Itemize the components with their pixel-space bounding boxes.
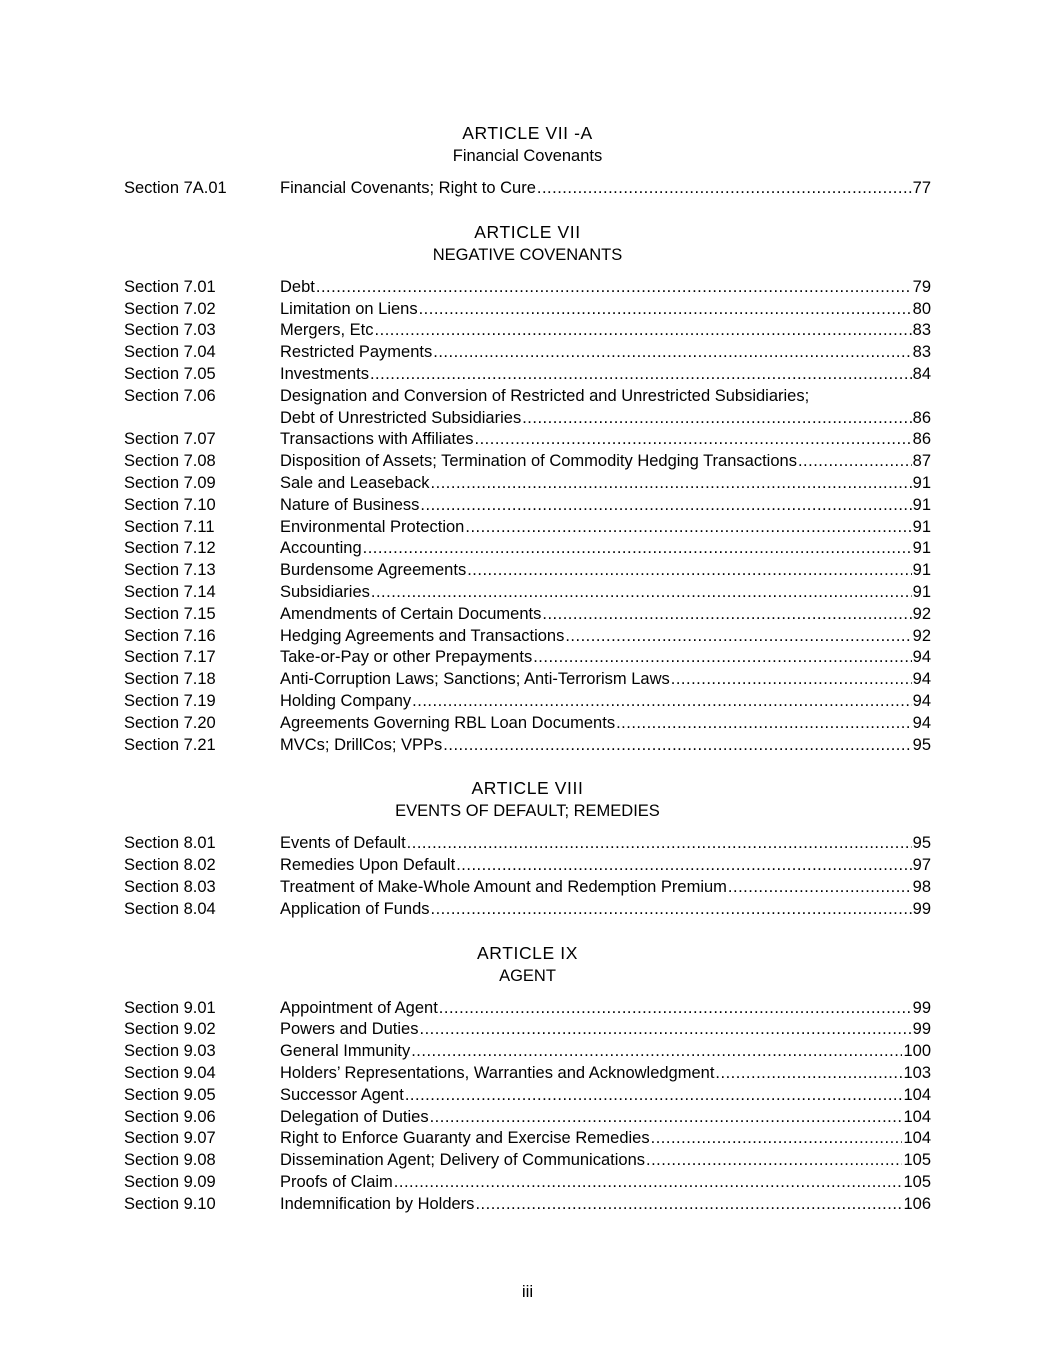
section-line: [280, 538, 931, 560]
page-reference: 86: [912, 408, 931, 427]
toc-entry[interactable]: [0, 1107, 1055, 1129]
article-title: ARTICLE IX: [477, 942, 578, 963]
article-heading: [0, 221, 1055, 267]
section-body: [280, 517, 931, 539]
dot-leader: [420, 1019, 912, 1041]
section-title: MVCs; DrillCos; VPPs: [280, 735, 443, 754]
dot-leader: [433, 342, 911, 364]
section-line: [280, 735, 931, 757]
section-body: [280, 647, 931, 669]
section-title: General Immunity: [280, 1042, 411, 1061]
section-title: Powers and Duties: [280, 1020, 419, 1039]
toc-entry[interactable]: [0, 364, 1055, 386]
section-title: Environmental Protection: [280, 517, 465, 536]
page-reference: 94: [912, 670, 931, 689]
page-reference: 105: [903, 1172, 931, 1191]
section-number: Section 7.10: [124, 495, 216, 514]
dot-leader: [522, 408, 911, 430]
section-line: [280, 1019, 931, 1041]
page-reference: 95: [912, 834, 931, 853]
section-body: [280, 1107, 931, 1129]
page-reference: 79: [912, 277, 931, 296]
article-subtitle: Financial Covenants: [452, 147, 603, 165]
section-number: Section 7.01: [124, 277, 216, 296]
page-reference: 94: [912, 713, 931, 732]
section-line: [280, 560, 931, 582]
toc-entry[interactable]: [0, 691, 1055, 713]
section-title: Debt of Unrestricted Subsidiaries: [280, 408, 522, 427]
section-body: [280, 1085, 931, 1107]
page-reference: 86: [912, 430, 931, 449]
section-body: [280, 899, 931, 921]
section-title: Agreements Governing RBL Loan Documents: [280, 713, 616, 732]
dot-leader: [616, 713, 912, 735]
toc-entry[interactable]: [0, 299, 1055, 321]
section-body: [280, 1063, 931, 1085]
page-reference: 83: [912, 343, 931, 362]
dot-leader: [431, 899, 912, 921]
section-number: Section 7.07: [124, 430, 216, 449]
section-body: [280, 1172, 931, 1194]
toc-entry[interactable]: [0, 1194, 1055, 1216]
toc-entry[interactable]: [0, 320, 1055, 342]
page-reference: 91: [912, 582, 931, 601]
section-line: [280, 855, 931, 877]
section-number: Section 7.13: [124, 561, 216, 580]
toc-entry[interactable]: [0, 1085, 1055, 1107]
section-number: Section 7A.01: [124, 179, 227, 197]
dot-leader: [646, 1150, 902, 1172]
section-title: Subsidiaries: [280, 582, 370, 601]
article-subtitle: EVENTS OF DEFAULT; REMEDIES: [395, 802, 660, 821]
section-line: [280, 713, 931, 735]
dot-leader: [565, 626, 911, 648]
section-number: Section 7.06: [124, 386, 216, 405]
section-number: Section 7.09: [124, 473, 216, 492]
section-line: [280, 1172, 931, 1194]
section-line: [280, 1194, 931, 1216]
article-title: ARTICLE VII -A: [462, 123, 593, 143]
dot-leader: [443, 735, 911, 757]
toc-entry[interactable]: [0, 538, 1055, 560]
section-title: Nature of Business: [280, 495, 420, 514]
section-line: [280, 626, 931, 648]
section-title: Disposition of Assets; Termination of Commodity Hedging Transactions: [280, 452, 797, 471]
toc-entry[interactable]: [0, 998, 1055, 1020]
section-body: [280, 473, 931, 495]
section-title: Successor Agent: [280, 1085, 404, 1104]
section-body: [280, 451, 931, 473]
dot-leader: [439, 998, 912, 1020]
section-body: [280, 429, 931, 451]
dot-leader: [405, 1085, 903, 1107]
dot-leader: [363, 538, 912, 560]
page-reference: 104: [903, 1107, 931, 1126]
section-title: Dissemination Agent; Delivery of Communications: [280, 1151, 645, 1170]
toc-entry[interactable]: [0, 451, 1055, 473]
section-line: [280, 604, 931, 626]
dot-leader: [407, 833, 912, 855]
section-body: [280, 342, 931, 364]
article-title: ARTICLE VIII: [471, 778, 584, 799]
section-body: [280, 495, 931, 517]
section-number: Section 9.10: [124, 1194, 216, 1213]
article-block: [0, 122, 1055, 200]
section-title: Limitation on Liens: [280, 299, 418, 318]
section-title: Accounting: [280, 539, 362, 558]
toc-entry[interactable]: [0, 833, 1055, 855]
section-body: [280, 604, 931, 626]
section-number: Section 9.06: [124, 1107, 216, 1126]
toc-entry[interactable]: [0, 899, 1055, 921]
dot-leader: [316, 277, 912, 299]
toc-entry[interactable]: [0, 277, 1055, 299]
toc-entry[interactable]: [0, 1128, 1055, 1150]
section-body: [280, 1194, 931, 1216]
section-number: Section 7.08: [124, 452, 216, 471]
section-number: Section 7.11: [124, 517, 215, 536]
toc-entry[interactable]: [0, 855, 1055, 877]
dot-leader: [371, 582, 912, 604]
section-body: [280, 713, 931, 735]
page-reference: 80: [912, 299, 931, 318]
section-title: Holders’ Representations, Warranties and Acknowledgment: [280, 1063, 715, 1082]
section-body: [280, 998, 931, 1020]
section-body: [280, 669, 931, 691]
section-line: [280, 408, 931, 430]
toc-entry[interactable]: [0, 669, 1055, 691]
dot-leader: [475, 429, 912, 451]
section-line: [280, 473, 931, 495]
dot-leader: [430, 1107, 903, 1129]
section-body: [280, 877, 931, 899]
section-title: Proofs of Claim: [280, 1172, 393, 1191]
article-heading: [0, 122, 1055, 168]
section-title: Sale and Leaseback: [280, 473, 430, 492]
section-line: [280, 1150, 931, 1172]
dot-leader: [715, 1063, 902, 1085]
section-line: [280, 647, 931, 669]
section-list: [0, 178, 1055, 200]
page-reference: 99: [912, 998, 931, 1017]
page-reference: 92: [912, 626, 931, 645]
section-number: Section 7.18: [124, 670, 216, 689]
page-reference: 106: [903, 1194, 931, 1213]
section-title: Burdensome Agreements: [280, 561, 467, 580]
dot-leader: [728, 877, 912, 899]
dot-leader: [651, 1128, 903, 1150]
page-reference: 91: [912, 561, 931, 580]
section-line: [280, 277, 931, 299]
section-line: [280, 364, 931, 386]
dot-leader: [671, 669, 912, 691]
section-line: [280, 833, 931, 855]
section-title-first-line: Designation and Conversion of Restricted and Unrestricted Subsidiaries;: [280, 386, 810, 405]
section-body: [280, 691, 931, 713]
section-title: Mergers, Etc: [280, 321, 374, 340]
page-reference: 84: [912, 364, 931, 383]
section-number: Section 7.17: [124, 648, 216, 667]
section-number: Section 8.02: [124, 856, 216, 875]
page-reference: 77: [912, 179, 931, 197]
page-reference: 91: [912, 495, 931, 514]
section-line: [280, 1041, 931, 1063]
toc-entry[interactable]: [0, 473, 1055, 495]
section-line: [280, 320, 931, 342]
page-reference: 91: [912, 539, 931, 558]
section-line: [280, 495, 931, 517]
article-heading: [0, 777, 1055, 823]
dot-leader: [394, 1172, 903, 1194]
section-body: [280, 1041, 931, 1063]
toc-entry[interactable]: [0, 386, 1055, 430]
section-body: [280, 855, 931, 877]
toc-entry[interactable]: [0, 342, 1055, 364]
dot-leader: [375, 320, 912, 342]
page-reference: 103: [903, 1063, 931, 1082]
page-reference: 95: [912, 735, 931, 754]
page-reference: 91: [912, 473, 931, 492]
article-subtitle: AGENT: [499, 966, 556, 985]
section-body: [280, 386, 931, 430]
table-of-contents: [0, 122, 1055, 1215]
section-body: [280, 1150, 931, 1172]
dot-leader: [537, 178, 912, 200]
section-line: [280, 429, 931, 451]
toc-entry[interactable]: [0, 647, 1055, 669]
section-line: [280, 342, 931, 364]
dot-leader: [542, 604, 911, 626]
page-reference: 104: [903, 1085, 931, 1104]
page-reference: 87: [912, 452, 931, 471]
section-line: [280, 1085, 931, 1107]
section-number: Section 7.19: [124, 691, 216, 710]
section-number: Section 8.04: [124, 899, 216, 918]
section-line: [280, 451, 931, 473]
section-title: Holding Company: [280, 691, 412, 710]
section-line: [280, 299, 931, 321]
dot-leader: [419, 299, 912, 321]
dot-leader: [420, 495, 911, 517]
toc-entry[interactable]: [0, 604, 1055, 626]
dot-leader: [798, 451, 912, 473]
section-body: [280, 1019, 931, 1041]
toc-entry[interactable]: [0, 877, 1055, 899]
section-number: Section 7.05: [124, 364, 216, 383]
section-line: [280, 1128, 931, 1150]
section-body: [280, 626, 931, 648]
dot-leader: [465, 517, 911, 539]
section-list: [0, 998, 1055, 1216]
dot-leader: [412, 691, 911, 713]
page-reference: 83: [912, 321, 931, 340]
page-reference: 100: [903, 1042, 931, 1061]
toc-entry[interactable]: [0, 178, 1055, 200]
dot-leader: [431, 473, 912, 495]
section-title: Amendments of Certain Documents: [280, 604, 542, 623]
section-number: Section 9.09: [124, 1172, 216, 1191]
section-body: [280, 1128, 931, 1150]
toc-entry[interactable]: [0, 495, 1055, 517]
section-number: Section 7.16: [124, 626, 216, 645]
section-number: Section 9.08: [124, 1151, 216, 1170]
toc-entry[interactable]: [0, 517, 1055, 539]
section-number: Section 7.14: [124, 582, 216, 601]
section-line: [280, 669, 931, 691]
section-line: [280, 582, 931, 604]
section-number: Section 7.21: [124, 735, 216, 754]
section-title: Debt: [280, 277, 315, 296]
section-number: Section 7.04: [124, 343, 216, 362]
section-line: [280, 998, 931, 1020]
toc-entry[interactable]: [0, 626, 1055, 648]
toc-entry[interactable]: [0, 560, 1055, 582]
section-body: [280, 178, 931, 200]
dot-leader: [456, 855, 911, 877]
toc-entry[interactable]: [0, 1172, 1055, 1194]
section-body: [280, 833, 931, 855]
page-reference: 92: [912, 604, 931, 623]
toc-entry[interactable]: [0, 1150, 1055, 1172]
section-number: Section 7.02: [124, 299, 216, 318]
section-number: Section 9.07: [124, 1129, 216, 1148]
article-block: [0, 221, 1055, 757]
article-block: [0, 942, 1055, 1216]
toc-entry[interactable]: [0, 1041, 1055, 1063]
section-number: Section 9.01: [124, 998, 216, 1017]
section-line: [280, 899, 931, 921]
section-body: [280, 735, 931, 757]
section-title: Indemnification by Holders: [280, 1194, 475, 1213]
section-body: [280, 560, 931, 582]
section-title: Right to Enforce Guaranty and Exercise Remedies: [280, 1129, 650, 1148]
dot-leader: [533, 647, 911, 669]
toc-entry[interactable]: [0, 582, 1055, 604]
toc-entry[interactable]: [0, 713, 1055, 735]
section-body: [280, 320, 931, 342]
toc-entry[interactable]: [0, 429, 1055, 451]
section-title: Financial Covenants; Right to Cure: [280, 179, 536, 197]
section-title: Restricted Payments: [280, 343, 433, 362]
section-body: [280, 582, 931, 604]
toc-entry[interactable]: [0, 1063, 1055, 1085]
page-reference: 91: [912, 517, 931, 536]
section-title: Hedging Agreements and Transactions: [280, 626, 565, 645]
page-reference: 104: [903, 1129, 931, 1148]
page-reference: 99: [912, 1020, 931, 1039]
page-reference: 97: [912, 856, 931, 875]
page-reference: 105: [903, 1151, 931, 1170]
section-title: Investments: [280, 364, 369, 383]
section-title: Application of Funds: [280, 899, 430, 918]
section-body: [280, 299, 931, 321]
section-list: [0, 277, 1055, 757]
section-number: Section 9.02: [124, 1020, 216, 1039]
section-number: Section 9.03: [124, 1042, 216, 1061]
page-reference: 99: [912, 899, 931, 918]
section-number: Section 7.03: [124, 321, 216, 340]
section-title: Anti-Corruption Laws; Sanctions; Anti-Terrorism Laws: [280, 670, 670, 689]
article-subtitle: NEGATIVE COVENANTS: [432, 245, 623, 264]
toc-entry[interactable]: [0, 1019, 1055, 1041]
section-title: Remedies Upon Default: [280, 856, 456, 875]
section-line: [280, 1063, 931, 1085]
section-number: Section 8.03: [124, 877, 216, 896]
section-line: [280, 691, 931, 713]
dot-leader: [467, 560, 911, 582]
section-body: [280, 277, 931, 299]
section-line: [280, 877, 931, 899]
section-title: Take-or-Pay or other Prepayments: [280, 648, 533, 667]
page-reference: 94: [912, 691, 931, 710]
section-number: Section 8.01: [124, 834, 216, 853]
dot-leader: [411, 1041, 902, 1063]
section-title: Appointment of Agent: [280, 998, 438, 1017]
section-number: Section 9.05: [124, 1085, 216, 1104]
dot-leader: [370, 364, 912, 386]
dot-leader: [475, 1194, 902, 1216]
section-title: Transactions with Affiliates: [280, 430, 474, 449]
page-number: iii: [521, 1282, 534, 1301]
section-number: Section 7.20: [124, 713, 216, 732]
article-heading: [0, 942, 1055, 988]
section-number: Section 7.12: [124, 539, 216, 558]
page-reference: 94: [912, 648, 931, 667]
page-reference: 98: [912, 877, 931, 896]
section-number: Section 9.04: [124, 1063, 216, 1082]
section-title: Treatment of Make-Whole Amount and Redemption Premium: [280, 877, 727, 896]
section-line: [280, 517, 931, 539]
section-number: Section 7.15: [124, 604, 216, 623]
section-title: Delegation of Duties: [280, 1107, 429, 1126]
section-line: [280, 178, 931, 200]
article-title: ARTICLE VII: [474, 221, 581, 242]
article-block: [0, 777, 1055, 920]
toc-entry[interactable]: [0, 735, 1055, 757]
section-title: Events of Default: [280, 834, 406, 853]
section-body: [280, 538, 931, 560]
section-line: [280, 1107, 931, 1129]
section-body: [280, 364, 931, 386]
section-list: [0, 833, 1055, 920]
